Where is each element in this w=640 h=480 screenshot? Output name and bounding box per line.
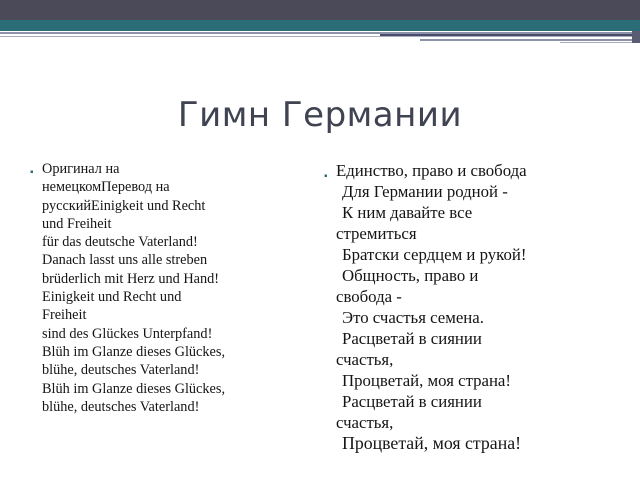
- text-line: Danach lasst uns alle streben: [42, 252, 208, 269]
- text-line: blühe, deutsches Vaterland!: [42, 362, 200, 379]
- text-line: für das deutsche Vaterland!: [42, 234, 198, 251]
- header-bar: [0, 0, 640, 20]
- text-line: Blüh im Glanze dieses Glückes,: [42, 343, 226, 360]
- text-line: Процветай, моя страна!: [342, 371, 511, 390]
- accent-bar: [0, 20, 640, 31]
- text-line: Blüh im Glanze dieses Glückes,: [42, 380, 226, 397]
- text-line: blühe, deutsches Vaterland!: [42, 398, 200, 415]
- text-line: Einigkeit und Recht und: [42, 289, 182, 306]
- text-line: Это счастья семена.: [342, 308, 484, 327]
- text-line: счастья,: [336, 350, 394, 369]
- text-line: Единство, право и свобода: [336, 161, 527, 180]
- slide-title: Гимн Германии: [177, 95, 463, 135]
- decorative-stripes: [0, 31, 640, 45]
- text-line: немецкомПеревод на: [42, 179, 170, 196]
- text-line: Общность, право и: [342, 266, 479, 285]
- bullet-icon: ▪: [324, 171, 328, 182]
- text-line: русскийEinigkeit und Recht: [42, 197, 206, 214]
- text-line: стремиться: [336, 224, 417, 243]
- bullet-icon: ▪: [30, 167, 34, 178]
- text-line: Процветай, моя страна!: [342, 433, 522, 453]
- text-line: Расцветай в сиянии: [342, 392, 482, 411]
- text-line: Оригинал на: [42, 161, 120, 177]
- text-line: К ним давайте все: [342, 203, 473, 222]
- corner-accent: [632, 31, 640, 43]
- left-column-original: [30, 160, 317, 416]
- text-line: brüderlich mit Herz und Hand!: [42, 270, 220, 287]
- text-line: und Freiheit: [42, 215, 112, 232]
- text-line: Расцветай в сиянии: [342, 329, 482, 348]
- text-line: свобода -: [336, 287, 402, 306]
- right-column-translation: [324, 160, 636, 454]
- text-line: Freiheit: [42, 307, 87, 324]
- text-line: счастья,: [336, 413, 394, 432]
- text-line: Для Германии родной -: [342, 182, 508, 201]
- text-line: sind des Glückes Unterpfand!: [42, 325, 213, 342]
- text-line: Братски сердцем и рукой!: [342, 245, 527, 264]
